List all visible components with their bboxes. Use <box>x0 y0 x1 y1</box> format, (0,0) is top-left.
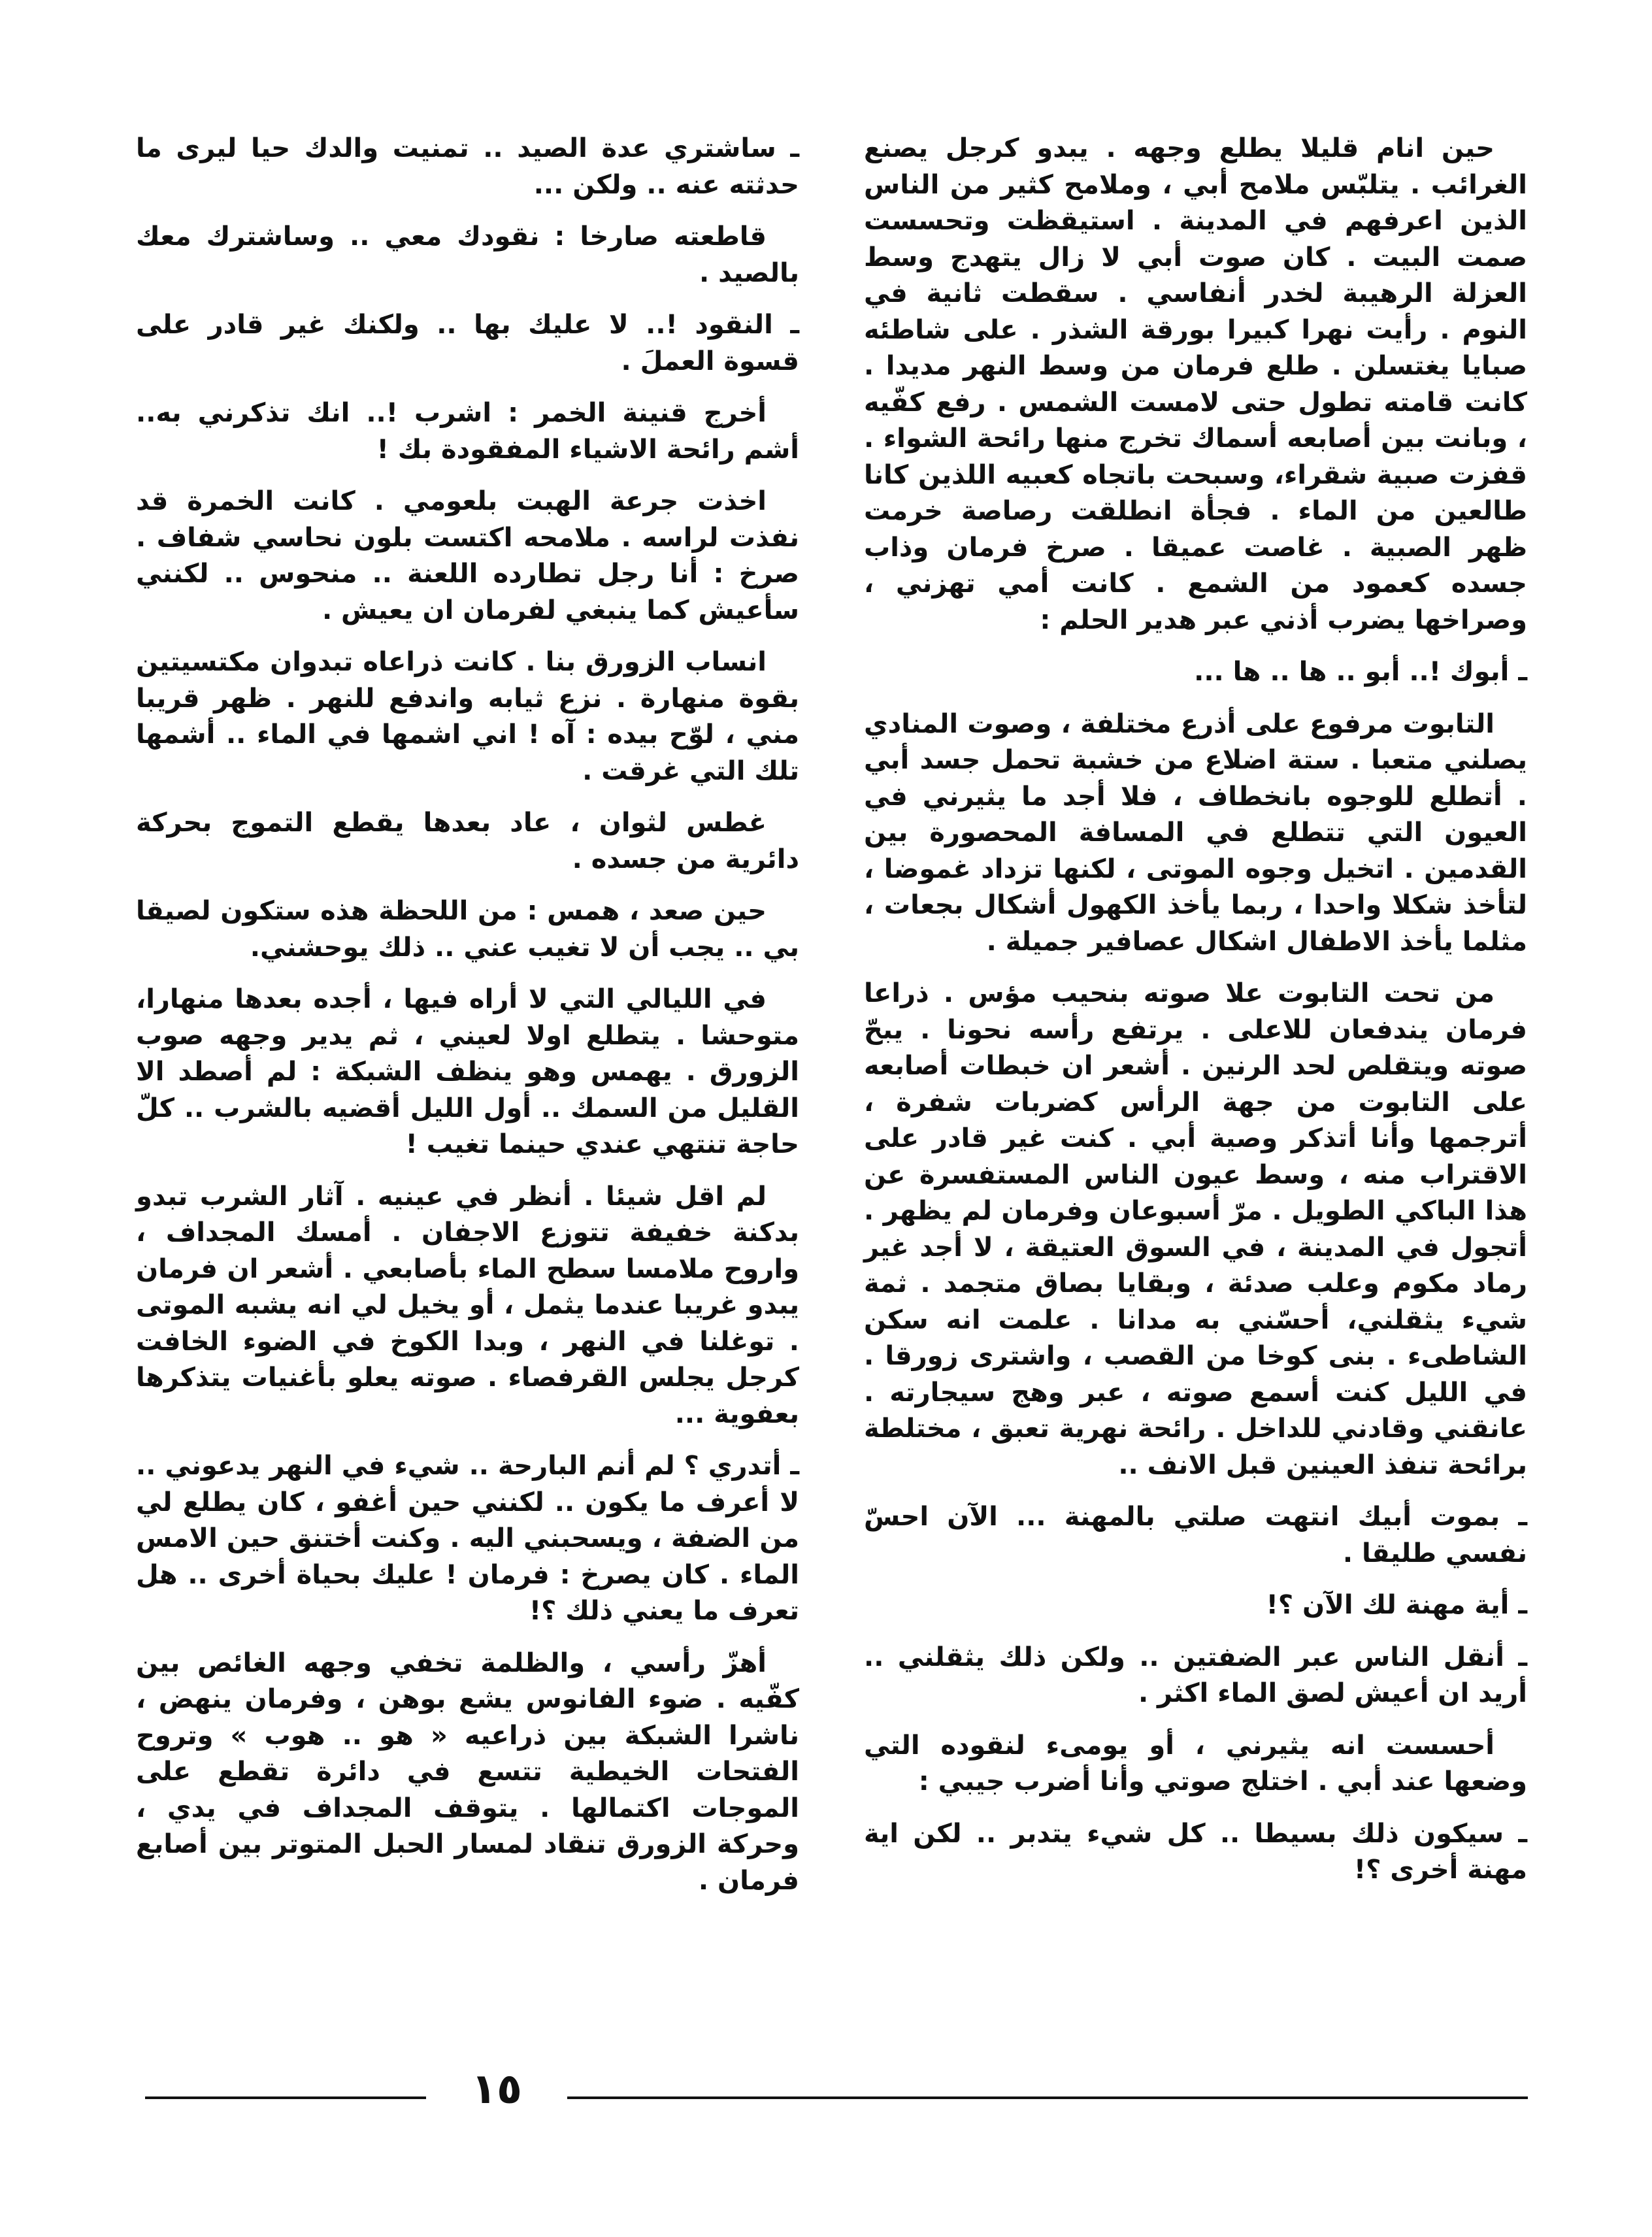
paragraph: في الليالي التي لا أراه فيها ، أجده بعدها منهارا، متوحشا . يتطلع اولا لعيني ، ثم يدير وجهه صوب الزورق . يهمس وهو ينظف الشبكة : لم أصطد الا القليل من السمك .. أول الليل أقضيه بالشرب .. كلّ حاجة تنتهي عندي حينما تغيب ! <box>136 984 799 1159</box>
paragraph: حين صعد ، همس : من اللحظة هذه ستكون لصيقا بي .. يجب أن لا تغيب عني .. ذلك يوحشني. <box>136 896 799 963</box>
paragraph: أحسست انه يثيرني ، أو يومىء لنقوده التي وضعها عند أبي . اختلج صوتي وأنا أضرب جيبي : <box>864 1730 1527 1797</box>
footer-rule-left <box>145 2096 426 2099</box>
paragraph: غطس لثوان ، عاد بعدها يقطع التموج بحركة دائرية من جسده . <box>136 808 799 874</box>
dialogue-line: ـ ساشتري عدة الصيد .. تمنيت والدك حيا ليرى ما حدثته عنه .. ولكن ... <box>136 133 799 200</box>
paragraph: أهزّ رأسي ، والظلمة تخفي وجهه الغائص بين كفّيه . ضوء الفانوس يشع بوهن ، وفرمان ينهض ، ناشرا الشبكة بين ذراعيه « هو .. هوب » وتروح الفتحات الخيطية تتسع في دائرة تقطع على الموجات اكتمالها . يتوقف المجداف في يدي ، وحركة الزورق تنقاد لمسار الحبل المتوتر بين أصابع فرمان . <box>136 1648 799 1896</box>
dialogue-line: ـ أية مهنة لك الآن ؟! <box>1266 1590 1527 1620</box>
right-column <box>864 131 1527 1904</box>
dialogue-line: ـ أنقل الناس عبر الضفتين .. ولكن ذلك يثقلني .. أريد ان أعيش لصق الماء اكثر . <box>864 1642 1527 1708</box>
dialogue-line: ـ سيكون ذلك بسيطا .. كل شيء يتدبر .. لكن اية مهنة أخرى ؟! <box>864 1818 1527 1885</box>
page-number: ١٥ <box>471 2065 523 2113</box>
paragraph: لم اقل شيئا . أنظر في عينيه . آثار الشرب تبدو بدكنة خفيفة تتوزع الاجفان . أمسك المجداف ، واروح ملامسا سطح الماء بأصابعي . أشعر ان فرمان يبدو غريبا عندما يثمل ، أو يخيل لي انه يشبه الموتى . توغلنا في النهر ، وبدا الكوخ في الضوء الخافت كرجل يجلس القرفصاء . صوته يعلو بأغنيات يتذكرها بعفوية ... <box>136 1181 799 1429</box>
dialogue-line: ـ أبوك !.. أبو .. ها .. ها ... <box>1194 657 1527 687</box>
left-column <box>136 131 799 1915</box>
paragraph: أخرج قنينة الخمر : اشرب !.. انك تذكرني به.. أشم رائحة الاشياء المفقودة بك ! <box>136 398 799 465</box>
dialogue-line: ـ بموت أبيك انتهت صلتي بالمهنة ... الآن احسّ نفسي طليقا . <box>864 1502 1527 1568</box>
footer-rule-right <box>567 2096 1528 2099</box>
dialogue-line: ـ أتدري ؟ لم أنم البارحة .. شيء في النهر يدعوني .. لا أعرف ما يكون .. لكنني حين أغفو ، كان يطلع لي من الضفة ، ويسحبني اليه . وكنت أختنق حين الامس الماء . كان يصرخ : فرمان ! عليك بحياة أخرى .. هل تعرف ما يعني ذلك ؟! <box>136 1451 799 1626</box>
dialogue-line: ـ النقود !.. لا عليك بها .. ولكنك غير قادر على قسوة العملَ . <box>136 310 799 376</box>
paragraph: من تحت التابوت علا صوته بنحيب مؤس . ذراعا فرمان يندفعان للاعلى . يرتفع رأسه نحونا . يبحّ صوته ويتقلص لحد الرنين . أشعر ان خبطات أصابعه على التابوت من جهة الرأس كضربات شفرة ، أترجمها وأنا أتذكر وصية أبي . كنت غير قادر على الاقتراب منه ، وسط عيون الناس المستفسرة عن هذا الباكي الطويل . مرّ أسبوعان وفرمان لم يظهر . أتجول في المدينة ، في السوق العتيقة ، لا أجد غير رماد مكوم وعلب صدئة ، وبقايا بصاق متجمد . ثمة شيء يثقلني، أحسّني به مدانا . علمت انه سكن الشاطىء . بنى كوخا من القصب ، واشترى زورقا . في الليل كنت أسمع صوته ، عبر وهج سيجارته . عانقني وقادني للداخل . رائحة نهرية تعبق ، مختلطة برائحة تنفذ العينين قبل الانف .. <box>864 978 1527 1480</box>
paragraph: التابوت مرفوع على أذرع مختلفة ، وصوت المنادي يصلني متعبا . ستة اضلاع من خشبة تحمل جسد أبي . أتطلع للوجوه بانخطاف ، فلا أجد ما يثيرني في العيون التي تتطلع في المسافة المحصورة بين القدمين . اتخيل وجوه الموتى ، لكنها تزداد غموضا ، لتأخذ شكلا واحدا ، ربما يأخذ الكهول أشكال بجعات ، مثلما يأخذ الاطفال اشكال عصافير جميلة . <box>864 708 1527 957</box>
paragraph: حين انام قليلا يطلع وجهه . يبدو كرجل يصنع الغرائب . يتلبّس ملامح أبي ، وملامح كثير من الناس الذين اعرفهم في المدينة . استيقظت وتحسست صمت البيت . كان صوت أبي لا زال يتهدج وسط العزلة الرهيبة لخدر أنفاسي . سقطت ثانية في النوم . رأيت نهرا كبيرا بورقة الشذر . على شاطئه صبايا يغتسلن . طلع فرمان من وسط النهر مديدا . كانت قامته تطول حتى لامست الشمس . رفع كفّيه ، وبانت بين أصابعه أسماك تخرج منها رائحة الشواء . قفزت صبية شقراء، وسبحت باتجاه كعبيه اللذين كانا طالعين من الماء . فجأة انطلقت رصاصة خرمت ظهر الصبية . غاصت عميقا . صرخ فرمان وذاب جسده كعمود من الشمع . كانت أمي تهزني ، وصراخها يضرب أذني عبر هدير الحلم : <box>864 133 1527 635</box>
paragraph: انساب الزورق بنا . كانت ذراعاه تبدوان مكتسيتين بقوة منهارة . نزع ثيابه واندفع للنهر . ظهر قريبا مني ، لوّح بيده : آه ! اني اشمها في الماء .. أشمها تلك التي غرقت . <box>136 647 799 786</box>
paragraph: اخذت جرعة الهبت بلعومي . كانت الخمرة قد نفذت لراسه . ملامحه اكتست بلون نحاسي شفاف . صرخ : أنا رجل تطارده اللعنة .. منحوس .. لكنني سأعيش كما ينبغي لفرمان ان يعيش . <box>136 486 799 625</box>
paragraph: قاطعته صارخا : نقودك معي .. وساشترك معك بالصيد . <box>136 222 799 288</box>
